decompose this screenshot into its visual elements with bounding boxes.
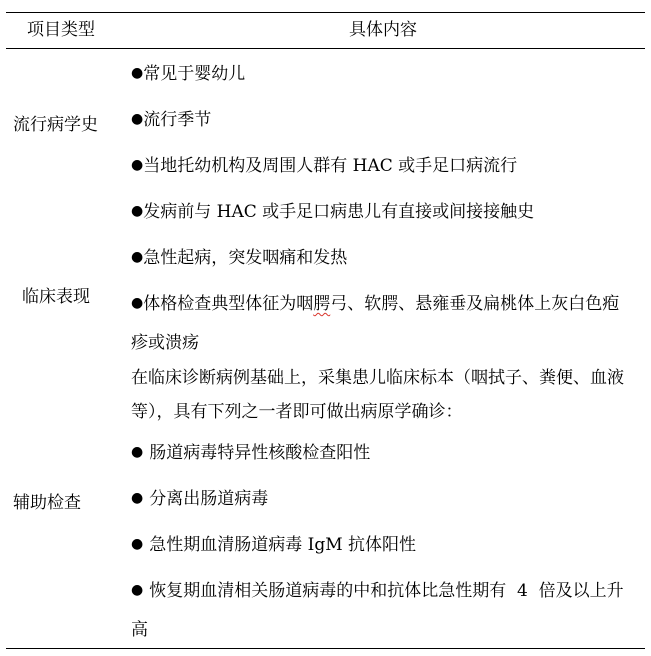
- bullet-icon: ●: [131, 249, 144, 265]
- section-label-auxiliary: 辅助检查: [13, 493, 81, 513]
- bullet-icon: ●: [131, 536, 144, 552]
- list-item: ● 急性期血清肠道病毒 IgM 抗体阳性: [131, 535, 417, 555]
- bullet-icon: ●: [131, 157, 144, 173]
- list-item: ●当地托幼机构及周围人群有 HAC 或手足口病流行: [131, 156, 518, 176]
- list-item: ●体格检查典型体征为咽腭弓、软腭、悬雍垂及扁桃体上灰白色疱: [131, 294, 620, 314]
- section-label-clinical: 临床表现: [22, 287, 90, 307]
- table-bottom-rule: [6, 648, 645, 649]
- header-rule: [6, 48, 645, 49]
- list-item-continuation: 高: [131, 620, 148, 640]
- list-item: ● 恢复期血清相关肠道病毒的中和抗体比急性期有 4 倍及以上升: [131, 581, 624, 601]
- bullet-icon: ●: [131, 65, 144, 81]
- list-item: ●急性起病，突发咽痛和发热: [131, 248, 348, 268]
- list-item: ●流行季节: [131, 110, 212, 130]
- intro-text: 等），具有下列之一者即可做出病原学确诊：: [131, 402, 463, 422]
- list-item: ● 肠道病毒特异性核酸检查阳性: [131, 443, 371, 463]
- header-category: 项目类型: [27, 20, 95, 40]
- list-item: ●发病前与 HAC 或手足口病患儿有直接或间接接触史: [131, 202, 535, 222]
- list-item: ● 分离出肠道病毒: [131, 489, 269, 509]
- table-top-rule: [6, 12, 645, 13]
- bullet-icon: ●: [131, 582, 144, 598]
- header-content: 具体内容: [349, 20, 417, 40]
- list-item-continuation: 疹或溃疡: [131, 333, 199, 353]
- section-label-epidemiology: 流行病学史: [13, 115, 98, 135]
- bullet-icon: ●: [131, 295, 144, 311]
- spellcheck-flagged-word: 腭: [313, 294, 331, 314]
- bullet-icon: ●: [131, 444, 144, 460]
- intro-text: 在临床诊断病例基础上，采集患儿临床标本（咽拭子、粪便、血液: [131, 368, 624, 388]
- list-item: ●常见于婴幼儿: [131, 64, 246, 84]
- bullet-icon: ●: [131, 111, 144, 127]
- bullet-icon: ●: [131, 203, 144, 219]
- bullet-icon: ●: [131, 490, 144, 506]
